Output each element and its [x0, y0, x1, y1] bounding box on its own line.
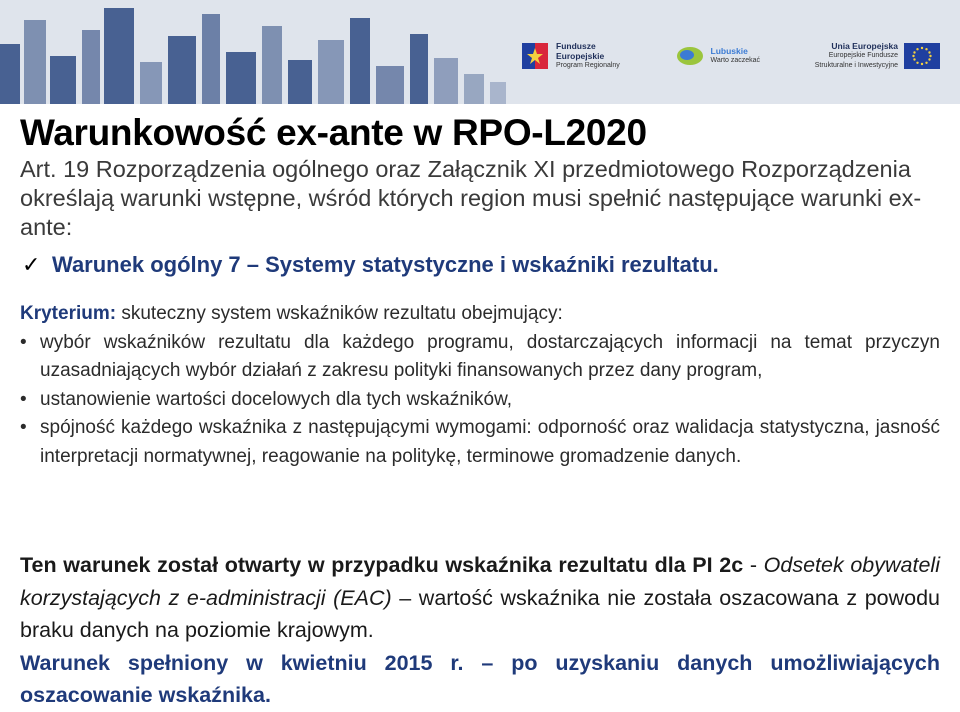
unia-europejska-logo: Unia Europejska Europejskie Fundusze Strukturalne i Inwestycyjne	[815, 41, 940, 71]
fundusze-europejskie-logo: Fundusze Europejskie Program Regionalny	[520, 39, 620, 73]
logo-strip	[520, 28, 940, 84]
status-paragraph: Ten warunek został otwarty w przypadku wskaźnika rezultatu dla PI 2c - Odsetek obywateli korzystających z e-administracji (EAC) – wartość wskaźnika nie została oszacowana z powodu braku danych na poziomie krajowym.	[20, 553, 941, 642]
conclusion-section	[20, 549, 940, 712]
lubuskie-emblem-icon	[675, 44, 705, 68]
criterion-list	[20, 329, 940, 472]
intro-paragraph: Art. 19 Rozporządzenia ogólnego oraz Załącznik XI przedmiotowego Rozporządzenia określają warunki wstępne, wśród których region musi spełnić następujące warunki ex-ante:	[20, 156, 922, 240]
status-bold-text: Ten warunek został otwarty w przypadku wskaźnika rezultatu dla PI 2c	[20, 553, 744, 577]
eu-flag-icon	[904, 43, 940, 69]
lubuskie-logo: Lubuskie Warto zaczekać	[675, 44, 761, 68]
fulfilled-paragraph: Warunek spełniony w kwietniu 2015 r. – po uzyskaniu danych umożliwiających oszacowanie wskaźnika.	[20, 650, 940, 707]
fe-star-icon	[520, 39, 550, 73]
list-item: • spójność każdego wskaźnika z następującymi wymogami: odporność oraz walidacja statystyczna, jasność interpretacji normatywnej, reagowanie na politykę, terminowe gromadzenie danych.	[20, 414, 940, 471]
list-item: • wybór wskaźników rezultatu dla każdego programu, dostarczających informacji na temat przyczyn uzasadniających wybór działań z zakresu polityki finansowanych przez dany program,	[20, 329, 940, 386]
condition-item	[22, 252, 942, 278]
page-title: Warunkowość ex-ante w RPO-L2020	[20, 112, 647, 153]
status-rest-text: – wartość wskaźnika nie została oszacowana z powodu braku danych na poziomie krajowym.	[20, 585, 941, 642]
header-banner	[0, 0, 960, 104]
criterion-heading	[20, 300, 940, 329]
checkmark-icon: ✓	[22, 252, 41, 277]
condition-text: Warunek ogólny 7 – Systemy statystyczne i wskaźniki rezultatu.	[52, 252, 719, 277]
criterion-text: skuteczny system wskaźników rezultatu obejmujący:	[116, 303, 563, 324]
criterion-label: Kryterium:	[20, 303, 117, 324]
criterion-section	[20, 300, 940, 471]
indicator-name: Odsetek obywateli korzystających z e-administracji (EAC)	[20, 553, 940, 610]
list-item: • ustanowienie wartości docelowych dla tych wskaźników,	[20, 386, 940, 415]
